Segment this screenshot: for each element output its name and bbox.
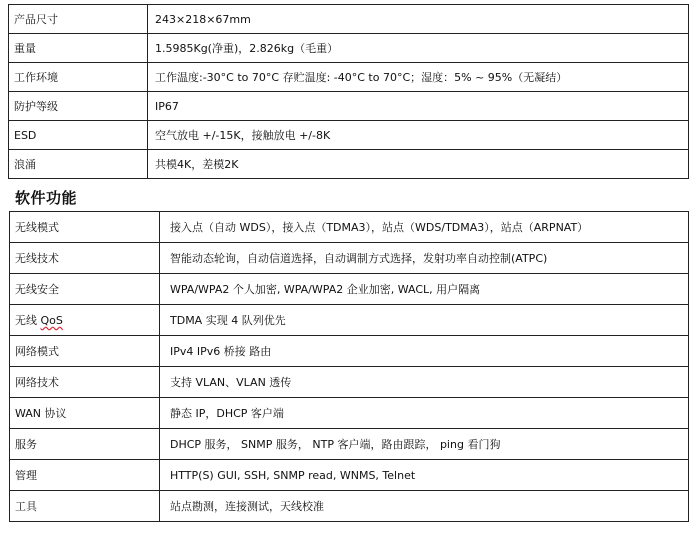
spec-value: TDMA 实现 4 队列优先: [160, 305, 689, 336]
spec-label: 无线技术: [10, 243, 160, 274]
spec-label: 网络模式: [10, 336, 160, 367]
table-row: [9, 121, 689, 150]
spec-label: 无线模式: [10, 212, 160, 243]
software-spec-table: [9, 211, 689, 522]
table-row: [10, 491, 689, 522]
table-row: [9, 34, 689, 63]
spec-label: 工具: [10, 491, 160, 522]
table-row: [9, 92, 689, 121]
table-row: [10, 305, 689, 336]
spec-value: 支持 VLAN、VLAN 透传: [160, 367, 689, 398]
spec-label: 管理: [10, 460, 160, 491]
spec-label: 浪涌: [9, 150, 148, 179]
spec-label: 无线安全: [10, 274, 160, 305]
spec-label: 服务: [10, 429, 160, 460]
spec-label-qos: QoS: [40, 314, 63, 327]
spec-value: 智能动态轮询，自动信道选择，自动调制方式选择，发射功率自动控制(ATPC): [160, 243, 689, 274]
spec-value: 243×218×67mm: [148, 5, 689, 34]
table-row: [10, 460, 689, 491]
table-row: [10, 243, 689, 274]
table-row: [10, 367, 689, 398]
spec-value: 空气放电 +/-15K，接触放电 +/-8K: [148, 121, 689, 150]
spec-value: HTTP(S) GUI, SSH, SNMP read, WNMS, Telnet: [160, 460, 689, 491]
table-row: [10, 336, 689, 367]
spec-value: 站点勘测，连接测试，天线校准: [160, 491, 689, 522]
section-title: 软件功能: [15, 189, 78, 207]
spec-value: 静态 IP，DHCP 客户端: [160, 398, 689, 429]
spec-value: DHCP 服务， SNMP 服务， NTP 客户端，路由跟踪， ping 看门狗: [160, 429, 689, 460]
table-row: [9, 150, 689, 179]
spec-value: 1.5985Kg(净重)，2.826kg（毛重）: [148, 34, 689, 63]
spec-value: IP67: [148, 92, 689, 121]
table-row: [10, 212, 689, 243]
spec-label-prefix: 无线: [15, 314, 41, 327]
hardware-spec-table: [8, 4, 689, 179]
spec-label: 产品尺寸: [9, 5, 148, 34]
spec-value: 工作温度:-30°C to 70°C 存贮温度: -40°C to 70°C；湿度：5% ~ 95%（无凝结）: [148, 63, 689, 92]
spec-label: 防护等级: [9, 92, 148, 121]
spec-label: ESD: [9, 121, 148, 150]
spec-value: IPv4 IPv6 桥接 路由: [160, 336, 689, 367]
table-row: [10, 398, 689, 429]
table-row: [10, 274, 689, 305]
table-row: [9, 5, 689, 34]
spec-label: WAN 协议: [10, 398, 160, 429]
table-row: [10, 429, 689, 460]
spec-label: 网络技术: [10, 367, 160, 398]
table-row: [9, 63, 689, 92]
spec-label: 工作环境: [9, 63, 148, 92]
spec-value: 共模4K，差模2K: [148, 150, 689, 179]
spec-label: 重量: [9, 34, 148, 63]
spec-value: 接入点（自动 WDS），接入点（TDMA3），站点（WDS/TDMA3），站点（ARPNAT）: [160, 212, 689, 243]
spec-label: [10, 305, 160, 336]
spec-value: WPA/WPA2 个人加密, WPA/WPA2 企业加密, WACL, 用户隔离: [160, 274, 689, 305]
